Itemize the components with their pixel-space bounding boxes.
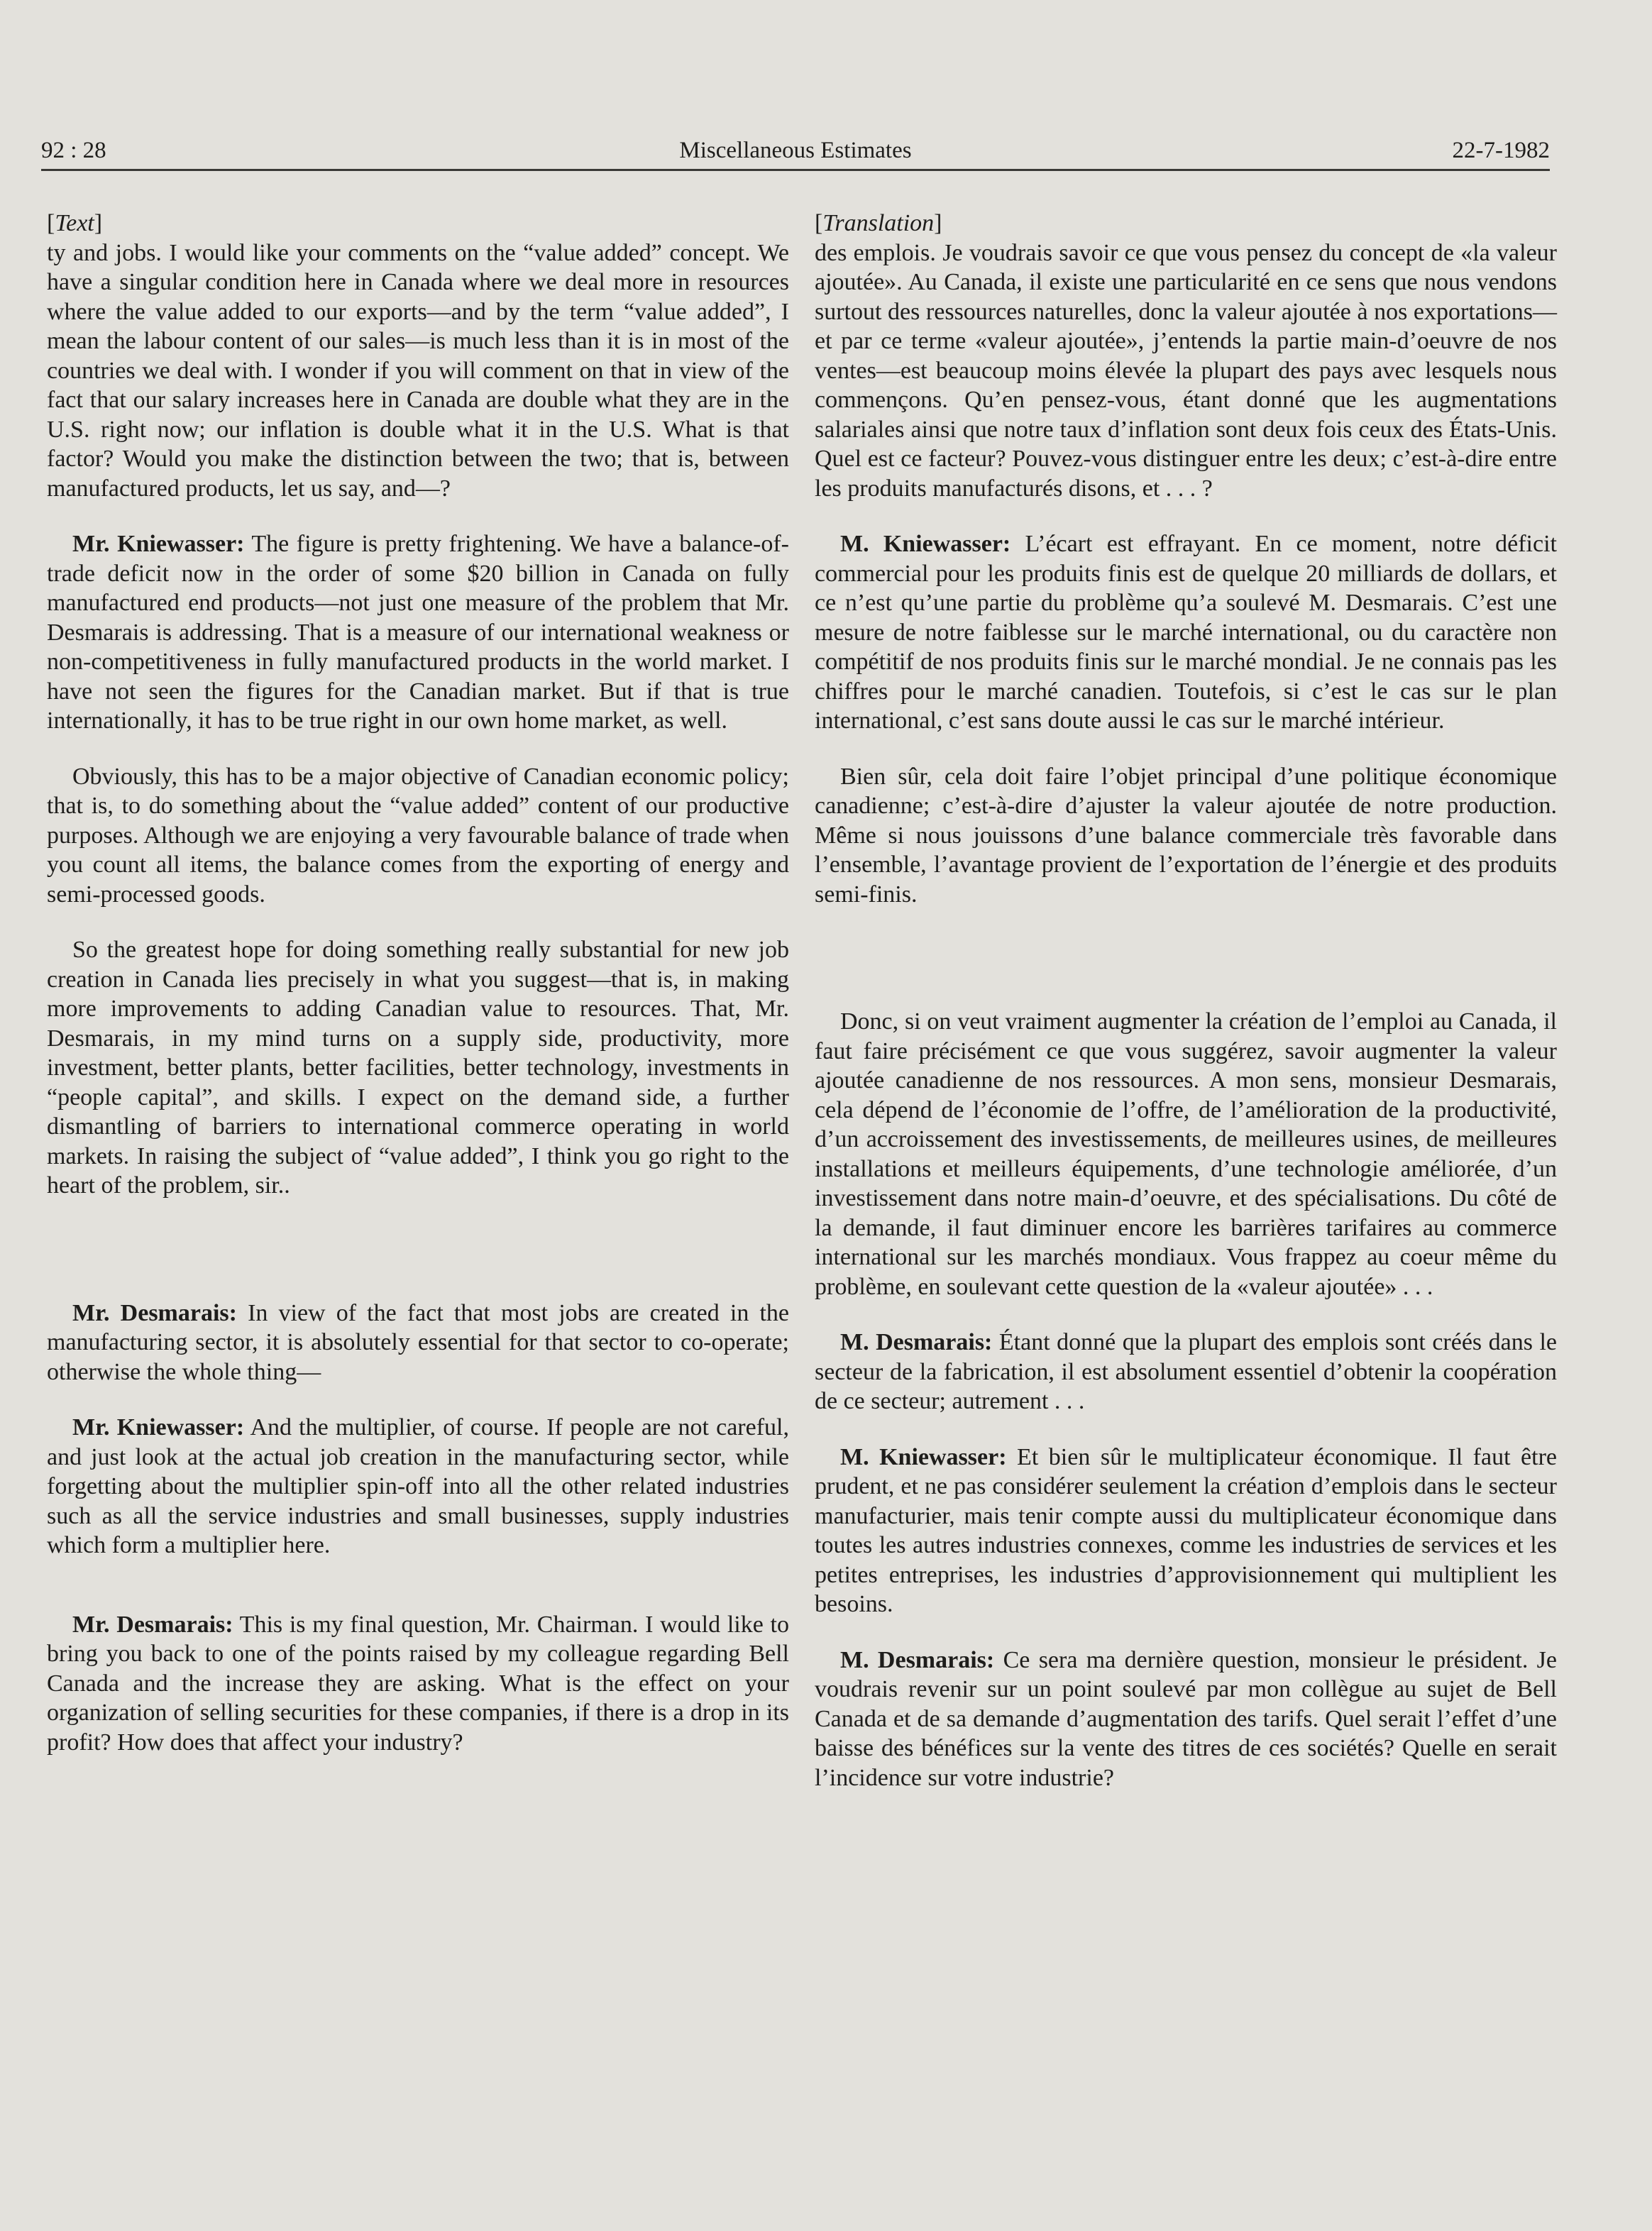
speaker-name: M. Kniewasser: bbox=[840, 1443, 1007, 1470]
speaker-name: M. Desmarais: bbox=[840, 1646, 995, 1673]
header-title: Miscellaneous Estimates bbox=[679, 138, 912, 163]
speaker-name: M. Kniewasser: bbox=[840, 531, 1011, 557]
paragraph: M. Desmarais: Étant donné que la plupart des emplois sont créés dans le secteur de la fabrication, il est absolument essentiel d’obtenir la coopération de ce secteur; autrement . . . bbox=[815, 1329, 1557, 1414]
english-column bbox=[47, 209, 789, 1757]
paragraph: So the greatest hope for doing something really substantial for new job creation in Canada lies precisely in what you suggest—that is, in making more improvements to adding Canadian value to resources. That, Mr. Desmarais, in my mind turns on a supply side, productivity, more investment, better plants, better facilities, better technology, investments in “people capital”, and skills. I expect on the demand side, a further dismantling of barriers to international commerce operating in world markets. In raising the subject of “value added”, I think you go right to the heart of the problem, sir.. bbox=[47, 937, 789, 1199]
paragraph: Mr. Kniewasser: The figure is pretty frightening. We have a balance-of-trade deficit now in the order of some $20 billion in Canada on fully manufactured end products—not just one measure of the problem that Mr. Desmarais is addressing. That is a measure of our international weakness or non-competitiveness in fully manufactured products in the world market. I have not seen the figures for the Canadian market. But if that is true internationally, it has to be true right in our own home market, as well. bbox=[47, 531, 789, 734]
paragraph: Mr. Desmarais: In view of the fact that most jobs are created in the manufacturing sector, it is absolutely essential for that sector to co-operate; otherwise the whole thing— bbox=[47, 1299, 789, 1385]
speaker-name: Mr. Kniewasser: bbox=[72, 1414, 245, 1440]
french-column bbox=[815, 209, 1557, 1792]
speaker-name: Mr. Kniewasser: bbox=[72, 531, 245, 557]
paragraph: Mr. Desmarais: This is my final question, Mr. Chairman. I would like to bring you back to one of the points raised by my colleague regarding Bell Canada and the increase they are asking. What is the effect on your organization of selling securities for these companies, if there is a drop in its profit? How does that affect your industry? bbox=[47, 1611, 789, 1756]
column-label-translation: [Translation] bbox=[815, 210, 942, 236]
paragraph: Obviously, this has to be a major objective of Canadian economic policy; that is, to do something about the “value added” content of our productive purposes. Although we are enjoying a very favourable balance of trade when you count all items, the balance comes from the exporting of energy and semi-processed goods. bbox=[47, 763, 789, 908]
speaker-name: Mr. Desmarais: bbox=[72, 1611, 233, 1638]
paragraph: Donc, si on veut vraiment augmenter la création de l’emploi au Canada, il faut faire précisément ce que vous suggérez, savoir augmenter la valeur ajoutée canadienne de nos ressources. A mon sens, monsieur Desmarais, cela dépend de l’économie de l’offre, de l’amélioration de la productivité, d’un accroissement des investissements, de meilleures usines, de meilleures installations et meilleurs équipements, d’une technologie améliorée, d’un investissement dans notre main-d’oeuvre, et des spécialisations. Du côté de la demande, il faut diminuer encore les barrières tarifaires au commerce international sur les marchés mondiaux. Vous frappez au coeur même du problème, en soulevant cette question de la «valeur ajoutée» . . . bbox=[815, 1008, 1557, 1300]
paragraph: des emplois. Je voudrais savoir ce que vous pensez du concept de «la valeur ajoutée». Au Canada, il existe une particularité en ce sens que nous vendons surtout des ressources naturelles, donc la valeur ajoutée à nos exportations—et par ce terme «valeur ajoutée», j’entends la partie main-d’oeuvre de nos ventes—est beaucoup moins élevée la plupart des pays avec lesquels nous commençons. Qu’en pensez-vous, étant donné que les augmentations salariales ainsi que notre taux d’inflation sont deux fois ceux des États-Unis. Quel est ce facteur? Pouvez-vous distinguer entre les deux; c’est-à-dire entre les produits manufacturés disons, et . . . ? bbox=[815, 239, 1557, 502]
paragraph: M. Kniewasser: Et bien sûr le multiplicateur économique. Il faut être prudent, et ne pas considérer seulement la création d’emplois dans le secteur manufacturier, mais tenir compte aussi du multiplicateur économique dans toutes les autres industries connexes, comme les industries de services et les petites entreprises, les industries d’approvisionnement qui multiplient les besoins. bbox=[815, 1443, 1557, 1617]
running-header bbox=[41, 133, 1550, 167]
column-label-text: [Text] bbox=[47, 210, 103, 236]
speaker-name: M. Desmarais: bbox=[840, 1329, 993, 1355]
paragraph: M. Desmarais: Ce sera ma dernière question, monsieur le président. Je voudrais revenir sur un point soulevé par mon collègue au sujet de Bell Canada et de sa demande d’augmentation des tarifs. Quel serait l’effet d’une baisse des bénéfices sur la vente des titres de ces sociétés? Quelle en serait l’incidence sur votre industrie? bbox=[815, 1646, 1557, 1791]
paragraph: Mr. Kniewasser: And the multiplier, of course. If people are not careful, and just look at the actual job creation in the manufacturing sector, while forgetting about the multiplier spin-off into all the other related industries such as all the service industries and small businesses, supply industries which form a multiplier here. bbox=[47, 1414, 789, 1558]
paragraph: M. Kniewasser: L’écart est effrayant. En ce moment, notre déficit commercial pour les produits finis est de quelque 20 milliards de dollars, et ce n’est qu’une partie du problème qu’a soulevé M. Desmarais. C’est une mesure de notre faiblesse sur le marché international, ou du caractère non compétitif de nos produits finis sur le marché mondial. Je ne connais pas les chiffres pour le marché canadien. Toutefois, si c’est le cas sur le plan international, c’est sans doute aussi le cas sur le marché intérieur. bbox=[815, 531, 1557, 734]
page-number: 92 : 28 bbox=[41, 138, 106, 163]
paragraph: ty and jobs. I would like your comments on the “value added” concept. We have a singular condition here in Canada where we deal more in resources where the value added to our exports—and by the term “value added”, I mean the labour content of our sales—is much less than it is in most of the countries we deal with. I wonder if you will comment on that in view of the fact that our salary increases here in Canada are double what they are in the U.S. right now; our inflation is double what it in the U.S. What is that factor? Would you make the distinction between the two; that is, between manufactured products, let us say, and—? bbox=[47, 239, 789, 502]
paragraph: Bien sûr, cela doit faire l’objet principal d’une politique économique canadienne; c’est-à-dire d’ajuster la valeur ajoutée de notre production. Même si nous jouissons d’une balance commerciale très favorable dans l’ensemble, l’avantage provient de l’exportation de l’énergie et des produits semi-finis. bbox=[815, 763, 1557, 908]
speaker-name: Mr. Desmarais: bbox=[72, 1299, 237, 1326]
header-date: 22-7-1982 bbox=[1452, 138, 1550, 163]
header-rule bbox=[41, 169, 1550, 171]
